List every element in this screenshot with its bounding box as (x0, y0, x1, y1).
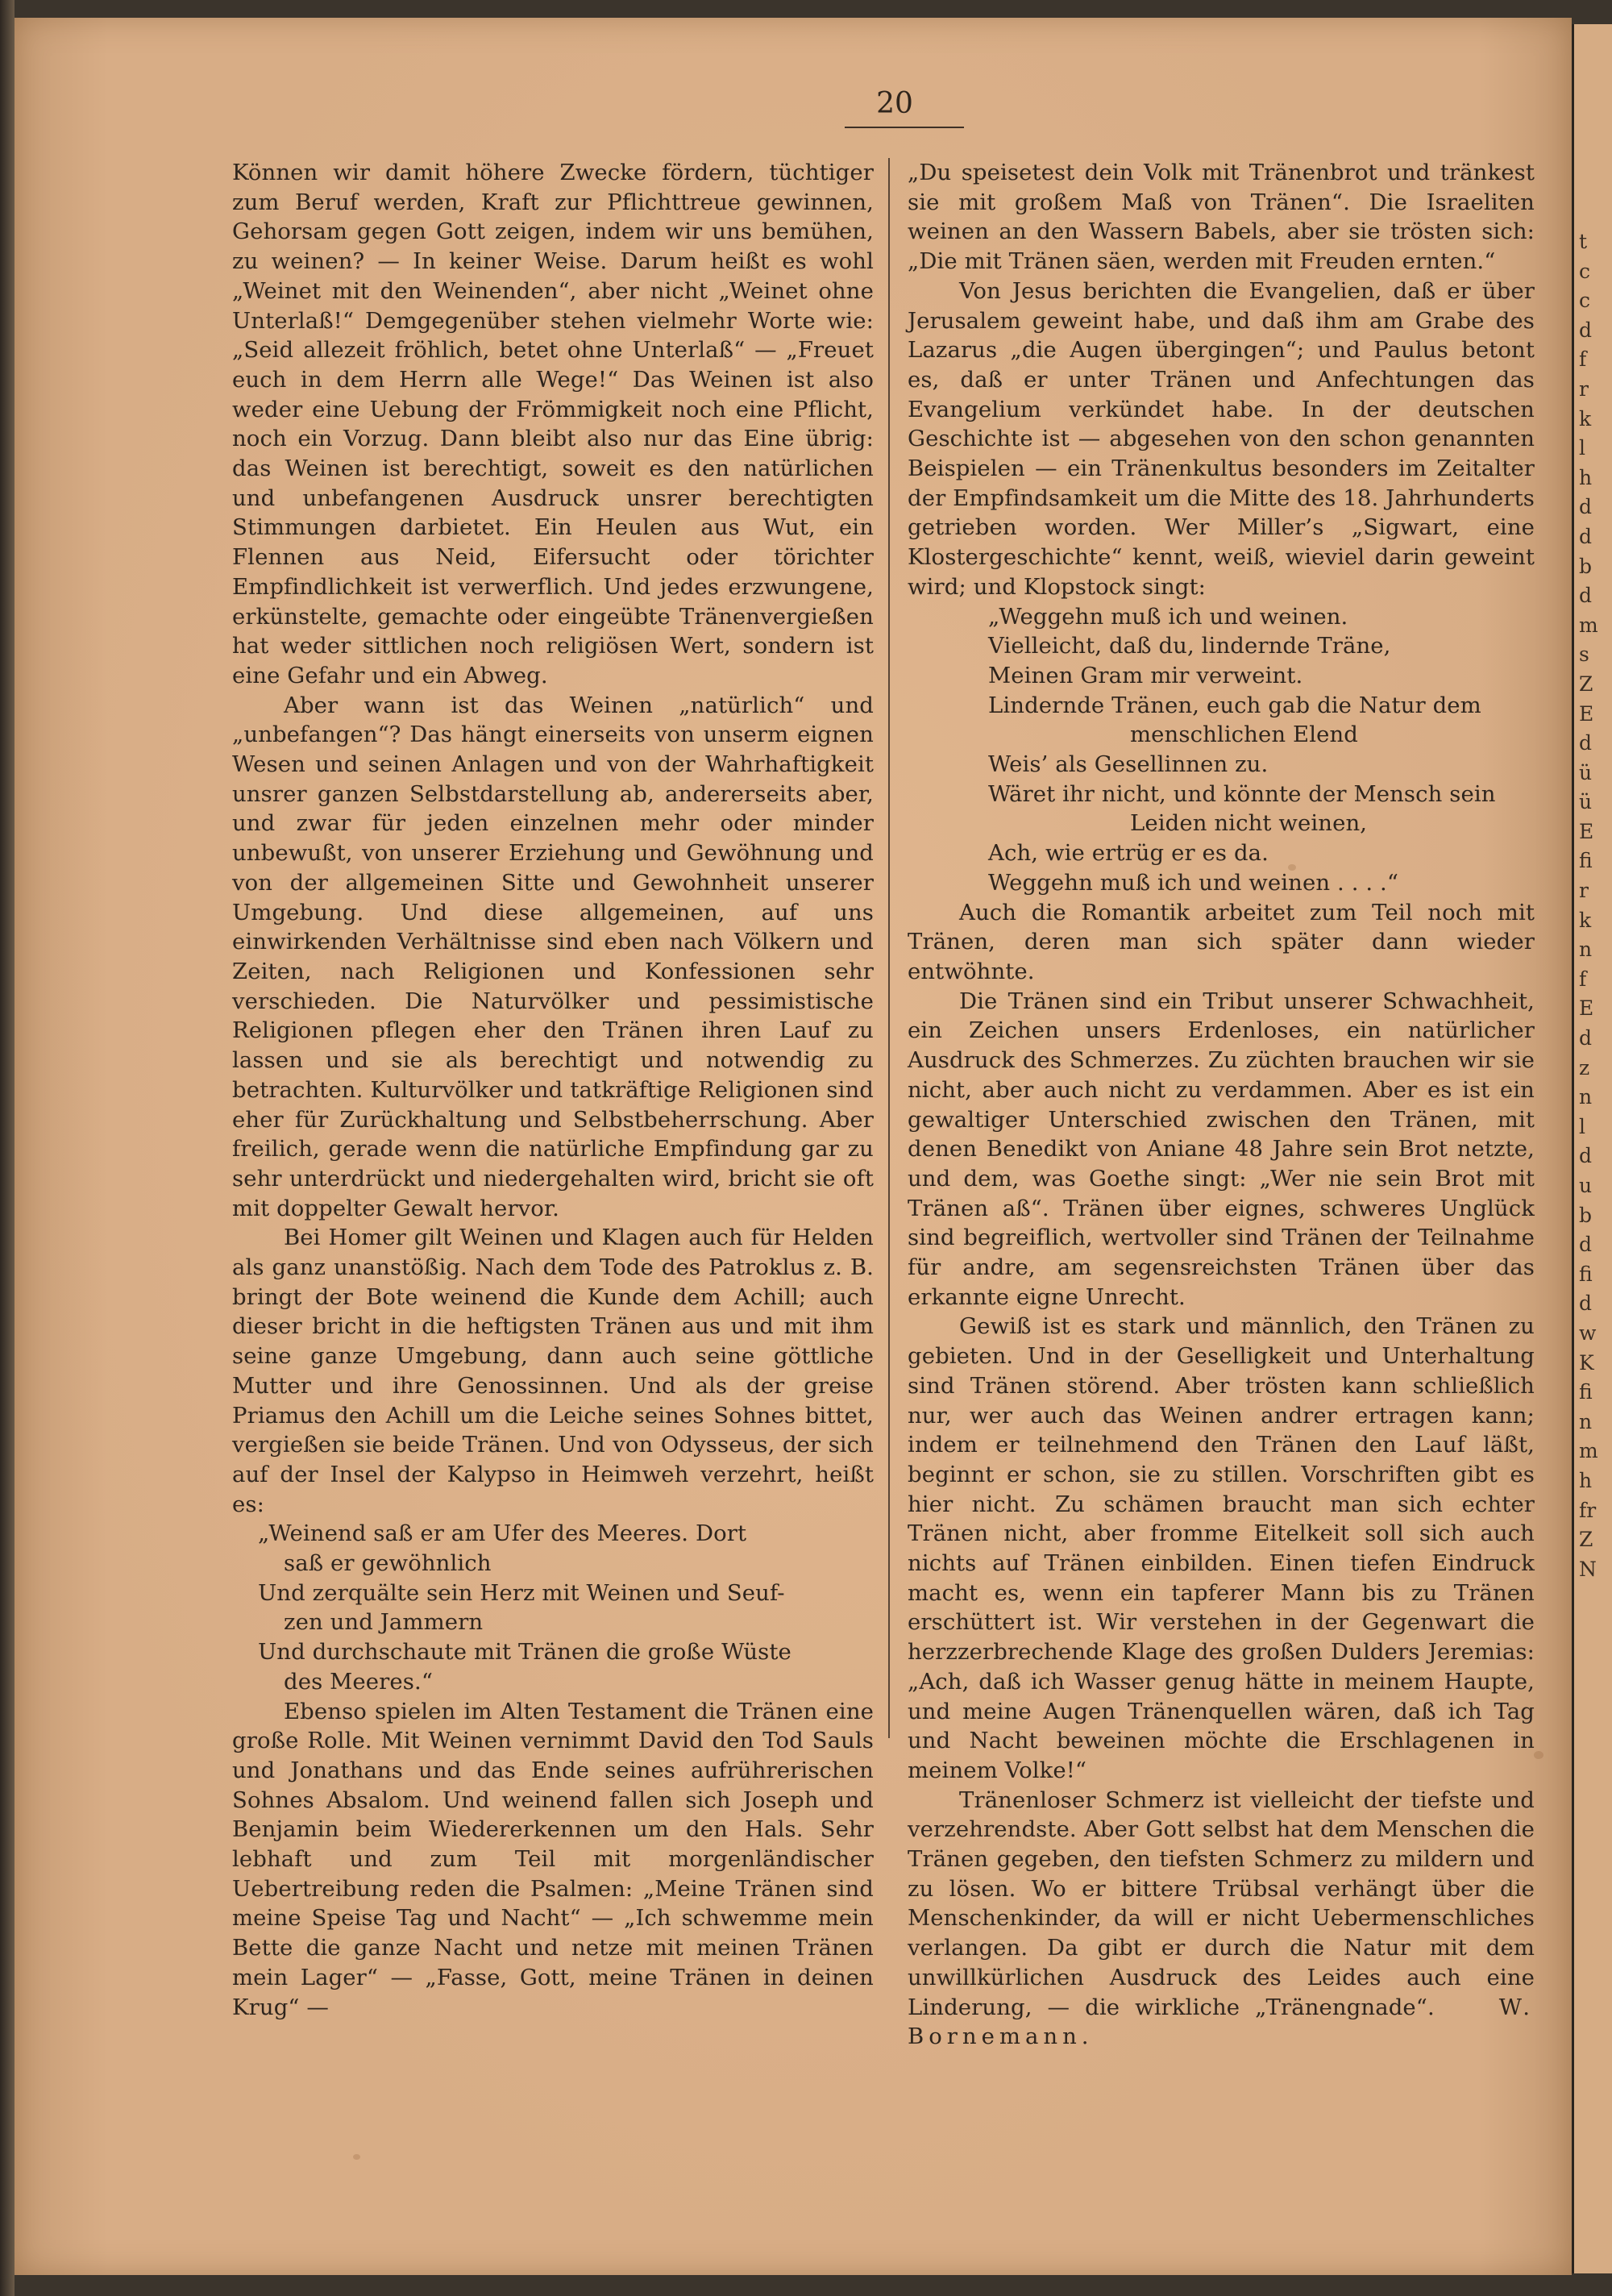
right-column (908, 158, 1535, 2052)
right-paragraph-6 (908, 1786, 1535, 2052)
verse-line: Leiden nicht weinen, (1130, 810, 1368, 837)
verse-line: des Meeres.“ (284, 1668, 433, 1695)
left-paragraph-4: Ebenso spielen im Alten Testament die Tränen eine große Rolle. Mit Weinen vernimmt David den Tod Sauls und Jonathans und das Ende seines aufrührerischen Sohnes Absalom. Und weinend fallen sich Joseph und Benjamin beim Wiedererkennen um den Hals. Sehr lebhaft und zum Teil mit morgenländischer Uebertreibung reden die Psalmen: „Meine Tränen sind meine Speise Tag und Nacht“ — „Ich schwemme mein Bette die ganze Nacht und netze mit meinen Tränen mein Lager“ — „Fasse, Gott, meine Tränen in deinen Krug“ — (232, 1698, 874, 2020)
right-paragraph-1: „Du speisetest dein Volk mit Tränenbrot und tränkest sie mit großem Maß von Tränen“. Die Israeliten weinen an den Wassern Babels, aber sie trösten sich: „Die mit Tränen säen, werden mit Freuden ernten.“ (908, 160, 1535, 275)
verse-line: „Weggehn muß ich und weinen. (988, 603, 1348, 630)
adjacent-page-fragments: t c c d f r k l h d d b d m s Z E d ü ü E fi r k n f E d z n l d u b d fi d w K fi n m h fr Z N (1579, 230, 1598, 1581)
verse-line: Vielleicht, daß du, lindernde Träne, (988, 633, 1391, 659)
klopstock-verse (908, 602, 1535, 898)
verse-line: zen und Jammern (284, 1609, 484, 1636)
verse-line: Weis’ als Gesellinnen zu. (988, 751, 1269, 778)
verse-line: Ach, wie ertrüg er es da. (988, 840, 1269, 867)
right-paragraph-5: Gewiß ist es stark und männlich, den Tränen zu gebieten. Und in der Geselligkeit und Unterhaltung sind Tränen störend. Aber trösten kann schließlich nur, wer auch das Weinen andrer ertragen kann; indem er teilnehmend den Tränen den Lauf läßt, beginnt er schon, sie zu stillen. Vorschriften gibt es hier nicht. Zu schämen braucht man sich echter Tränen nicht, aber fromme Eitelkeit soll sich auch nichts auf Tränen einbilden. Einen tiefen Eindruck macht es, wenn ein tapferer Mann bis zu Tränen erschüttert ist. Wir verstehen in der Gegenwart die herzzerbrechende Klage des großen Dulders Jeremias: „Ach, daß ich Wasser genug hätte in meinem Haupte, und meine Augen Tränenquellen wären, daß ich Tag und Nacht beweinen möchte die Erschlagenen in meinem Volke!“ (908, 1313, 1535, 1783)
homer-verse (232, 1519, 874, 1696)
verse-line: menschlichen Elend (1130, 722, 1358, 748)
page-number: 20 (876, 87, 913, 120)
verse-line: „Weinend saß er am Ufer des Meeres. Dort (258, 1520, 747, 1547)
verse-line: Und durchschaute mit Tränen die große Wüste (258, 1639, 791, 1666)
verse-line: Wäret ihr nicht, und könnte der Mensch sein (988, 780, 1496, 807)
adjacent-page-edge (1572, 24, 1612, 2273)
column-divider (888, 158, 890, 1738)
book-left-edge (0, 0, 15, 2296)
author-signature: W. Bornemann. (908, 1994, 1535, 2050)
verse-line: Und zerquälte sein Herz mit Weinen und Seuf- (258, 1579, 785, 1606)
paper-spot (353, 2154, 360, 2160)
right-paragraph-4: Die Tränen sind ein Tribut unserer Schwachheit, ein Zeichen unsers Erdenloses, ein natürlicher Ausdruck des Schmerzes. Zu züchten brauchen wir sie nicht, aber auch nicht zu verdammen. Aber es ist ein gewaltiger Unterschied zwischen den Tränen, mit denen Benedikt von Aniane 48 Jahre sein Brot netzte, und dem, was Goethe singt: „Wer nie sein Brot mit Tränen aß“. Tränen über eignes, schweres Unglück sind begreiflich, wertvoller sind Tränen der Teilnahme für andre, am segensreichsten Tränen über das erkannte eigne Unrecht. (908, 988, 1535, 1310)
left-paragraph-2: Aber wann ist das Weinen „natürlich“ und „unbefangen“? Das hängt einerseits von unserm eignen Wesen und seinen Anlagen und von der Wahrhaftigkeit unsrer ganzen Selbstdarstellung ab, andererseits aber, und zwar für jeden einzelnen mehr oder minder unbewußt, von unserer Erziehung und Gewöhnung und von der allgemeinen Sitte und Gewohnheit unserer Umgebung. Und diese allgemeinen, auf uns einwirkenden Verhältnisse sind eben nach Völkern und Zeiten, nach Religionen und Konfessionen sehr verschieden. Die Naturvölker und pessimistische Religionen pflegen eher den Tränen ihren Lauf zu lassen und sie als berechtigt und notwendig zu betrachten. Kulturvölker und tatkräftige Religionen sind eher für Zurückhaltung und Selbstbeherrschung. Aber freilich, gerade wenn die natürliche Empfindung gar zu sehr unterdrückt und niedergehalten wird, bricht sie oft mit doppelter Gewalt hervor. (232, 692, 874, 1221)
verse-line: Meinen Gram mir verweint. (988, 662, 1303, 688)
left-column (232, 158, 874, 2022)
closing-text: Tränenloser Schmerz ist vielleicht der tiefste und verzehrendste. Aber Gott selbst hat dem Menschen die Tränen gegeben, den tiefsten Schmerz zu mildern und zu lösen. Wo er bittere Trübsal verhängt über die Menschenkinder, da will er nicht Uebermenschliches verlangen. Da gibt er durch die Natur mit dem unwillkürlichen Ausdruck des Leides auch eine Linderung, — die wirkliche „Tränengnade“. (908, 1786, 1535, 2020)
verse-line: Weggehn muß ich und weinen . . . .“ (988, 869, 1399, 896)
right-paragraph-3: Auch die Romantik arbeitet zum Teil noch mit Tränen, deren man sich später dann wieder entwöhnte. (908, 899, 1535, 984)
left-paragraph-1: Können wir damit höhere Zwecke fördern, tüchtiger zum Beruf werden, Kraft zur Pflichttreue gewinnen, Gehorsam gegen Gott zeigen, indem wir uns bemühen, zu weinen? — In keiner Weise. Darum heißt es wohl „Weinet mit den Weinenden“, aber nicht „Weinet ohne Unterlaß!“ Demgegenüber stehen vielmehr Worte wie: „Seid allezeit fröhlich, betet ohne Unterlaß“ — „Freuet euch in dem Herrn alle Wege!“ Das Weinen ist also weder eine Uebung der Frömmigkeit noch eine Pflicht, noch ein Vorzug. Dann bleibt also nur das Eine übrig: das Weinen ist berechtigt, soweit es den natürlichen und unbefangenen Ausdruck unsrer berechtigten Stimmungen darbietet. Ein Heulen aus Wut, ein Flennen aus Neid, Eifersucht oder törichter Empfindlichkeit ist verwerflich. Und jedes erzwungene, erkünstelte, gemachte oder eingeübte Tränenvergießen hat weder sittlichen noch religiösen Wert, sondern ist eine Gefahr und ein Abweg. (232, 160, 874, 688)
left-paragraph-3: Bei Homer gilt Weinen und Klagen auch für Helden als ganz unanstößig. Nach dem Tode des Patroklus z. B. bringt der Bote weinend die Kunde dem Achill; auch dieser bricht in die heftigsten Tränen aus und mit ihm seine ganze Umgebung, dann auch seine göttliche Mutter und ihre Genossinnen. Und als der greise Priamus den Achill um die Leiche seines Sohnes bittet, vergießen sie beide Tränen. Und von Odysseus, der sich auf der Insel der Kalypso in Heimweh verzehrt, heißt es: (232, 1225, 874, 1517)
verse-line: saß er gewöhnlich (284, 1550, 492, 1577)
page-number-rule (845, 127, 964, 128)
right-paragraph-2: Von Jesus berichten die Evangelien, daß er über Jerusalem geweint habe, und daß ihm am Grabe des Lazarus „die Augen übergingen“; und Paulus betont es, daß er unter Tränen und Anfechtungen das Evangelium verkündet habe. In der deutschen Geschichte ist — abgesehen von den schon genannten Beispielen — ein Tränenkultus besonders im Zeitalter der Empfindsamkeit um die Mitte des 18. Jahrhunderts getrieben worden. Wer Miller’s „Sigwart, eine Klostergeschichte“ kennt, weiß, wieviel darin geweint wird; und Klopstock singt: (908, 277, 1535, 600)
paper-spot (1534, 1751, 1543, 1759)
verse-line: Lindernde Tränen, euch gab die Natur dem (988, 692, 1481, 718)
